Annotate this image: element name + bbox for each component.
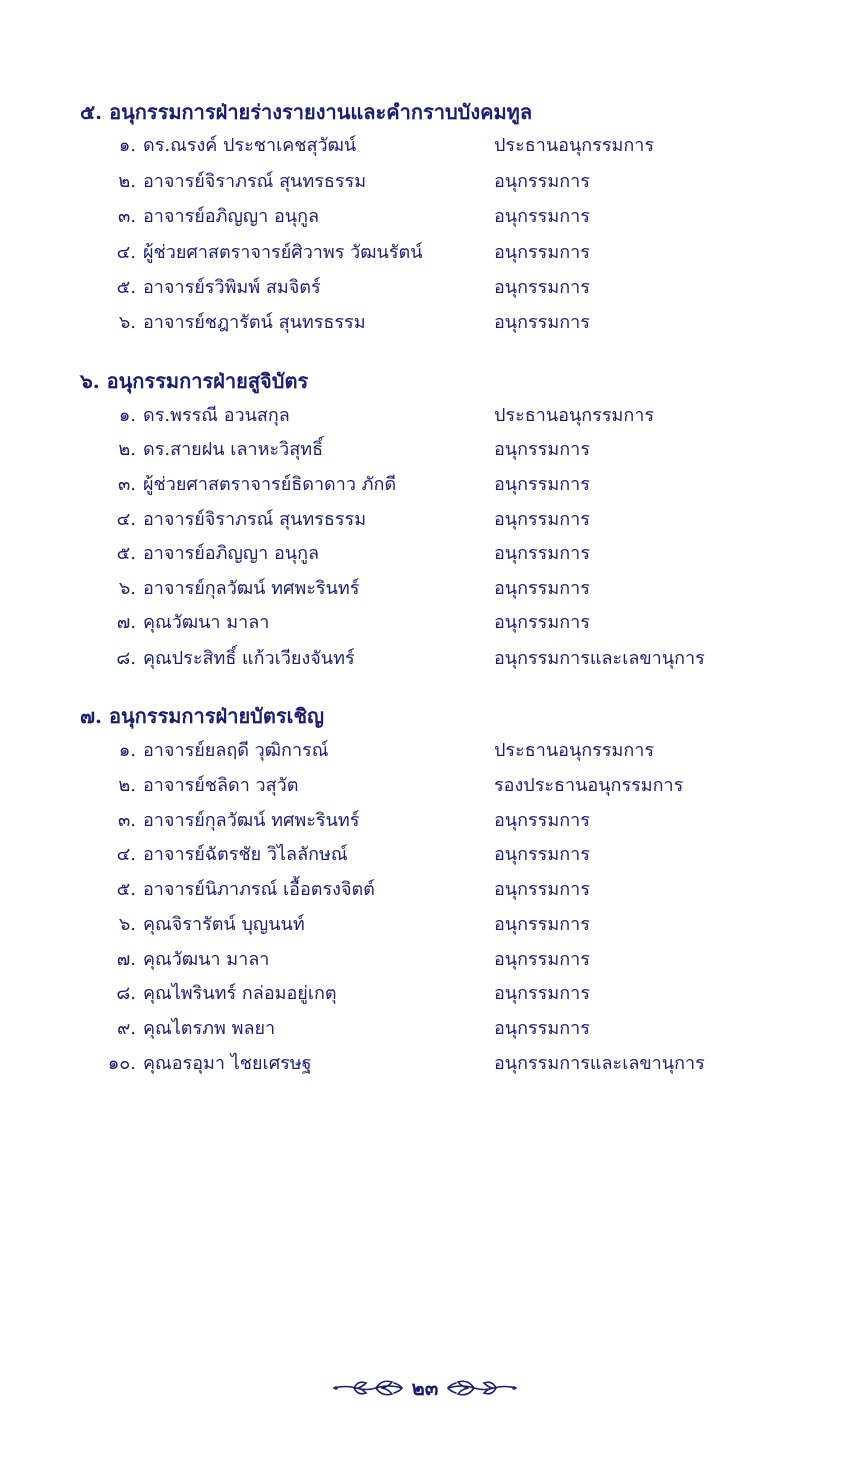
floral-ornament-icon bbox=[332, 1377, 404, 1399]
member-number: ๕. bbox=[116, 879, 136, 900]
member-row bbox=[0, 1048, 850, 1080]
member-row bbox=[0, 874, 850, 906]
member-role: อนุกรรมการ bbox=[494, 543, 590, 564]
member-row bbox=[0, 307, 850, 339]
member-name: คุณวัฒนา มาลา bbox=[143, 949, 270, 970]
member-name: อาจารย์นิภาภรณ์ เอื้อตรงจิตต์ bbox=[143, 879, 375, 900]
member-number: ๗. bbox=[116, 612, 136, 633]
member-row bbox=[0, 130, 850, 162]
member-row bbox=[0, 944, 850, 976]
member-number: ๖. bbox=[118, 914, 136, 935]
member-row bbox=[0, 166, 850, 198]
member-row bbox=[0, 504, 850, 536]
member-role: อนุกรรมการ bbox=[494, 844, 590, 865]
member-number: ๖. bbox=[118, 578, 136, 599]
page-number: ๒๓ bbox=[411, 1376, 439, 1400]
member-number: ๕. bbox=[116, 277, 136, 298]
member-row bbox=[0, 237, 850, 269]
member-number: ๓. bbox=[117, 206, 136, 227]
section-title-5: ๕. อนุกรรมการฝ่ายร่างรายงานและคำกราบบังคมทูล bbox=[80, 100, 533, 124]
member-row bbox=[0, 909, 850, 941]
member-number: ๔. bbox=[116, 242, 136, 263]
member-role: อนุกรรมการ bbox=[494, 242, 590, 263]
member-number: ๑๐. bbox=[107, 1053, 136, 1074]
member-number: ๑. bbox=[118, 740, 136, 761]
member-name: อาจารย์ยลฤดี วุฒิการณ์ bbox=[143, 740, 329, 761]
member-name: คุณจิรารัตน์ บุญนนท์ bbox=[143, 914, 305, 935]
member-role: อนุกรรมการ bbox=[494, 914, 590, 935]
member-number: ๙. bbox=[117, 1018, 136, 1039]
member-name: อาจารย์ชฎารัตน์ สุนทรธรรม bbox=[143, 312, 366, 333]
member-number: ๒. bbox=[118, 439, 136, 460]
member-name: คุณประสิทธิ์ แก้วเวียงจันทร์ bbox=[143, 648, 355, 669]
member-role: รองประธานอนุกรรมการ bbox=[494, 775, 684, 796]
member-row bbox=[0, 272, 850, 304]
member-name: อาจารย์รวิพิมพ์ สมจิตร์ bbox=[143, 277, 321, 298]
member-number: ๕. bbox=[116, 543, 136, 564]
member-role: อนุกรรมการ bbox=[494, 879, 590, 900]
member-name: อาจารย์อภิญญา อนุกูล bbox=[143, 543, 320, 564]
member-name: ผู้ช่วยศาสตราจารย์ศิวาพร วัฒนรัตน์ bbox=[143, 242, 423, 263]
page-footer bbox=[0, 1372, 850, 1404]
member-role: ประธานอนุกรรมการ bbox=[494, 405, 655, 426]
member-name: คุณอรอุมา ไชยเศรษฐ bbox=[143, 1053, 312, 1074]
member-role: อนุกรรมการ bbox=[494, 578, 590, 599]
member-name: อาจารย์จิราภรณ์ สุนทรธรรม bbox=[143, 171, 367, 192]
member-number: ๘. bbox=[116, 648, 136, 669]
member-number: ๓. bbox=[117, 810, 136, 831]
member-name: อาจารย์ชลิดา วสุวัต bbox=[143, 775, 299, 796]
member-row bbox=[0, 573, 850, 605]
member-row bbox=[0, 839, 850, 871]
member-number: ๒. bbox=[118, 171, 136, 192]
member-role: อนุกรรมการ bbox=[494, 612, 590, 633]
member-role: อนุกรรมการ bbox=[494, 171, 590, 192]
member-role: อนุกรรมการและเลขานุการ bbox=[494, 648, 705, 669]
member-number: ๑. bbox=[118, 135, 136, 156]
member-name: คุณไพรินทร์ กล่อมอยู่เกตุ bbox=[143, 983, 337, 1004]
member-number: ๘. bbox=[116, 983, 136, 1004]
member-name: ดร.สายฝน เลาหะวิสุทธิ์ bbox=[143, 439, 324, 460]
floral-ornament-icon bbox=[446, 1377, 518, 1399]
member-name: คุณวัฒนา มาลา bbox=[143, 612, 270, 633]
member-name: คุณไตรภพ พลยา bbox=[143, 1018, 276, 1039]
member-number: ๔. bbox=[116, 509, 136, 530]
member-name: อาจารย์ฉัตรชัย วิไลลักษณ์ bbox=[143, 844, 348, 865]
member-role: อนุกรรมการ bbox=[494, 949, 590, 970]
member-role: ประธานอนุกรรมการ bbox=[494, 135, 655, 156]
section-title-6: ๖. อนุกรรมการฝ่ายสูจิบัตร bbox=[80, 369, 309, 393]
member-row bbox=[0, 770, 850, 802]
member-role: อนุกรรมการ bbox=[494, 810, 590, 831]
member-name: ผู้ช่วยศาสตราจารย์ธิดาดาว ภักดี bbox=[143, 474, 397, 495]
member-number: ๖. bbox=[118, 312, 136, 333]
member-number: ๗. bbox=[116, 949, 136, 970]
member-row bbox=[0, 400, 850, 432]
member-row bbox=[0, 469, 850, 501]
member-number: ๓. bbox=[117, 474, 136, 495]
member-role: อนุกรรมการ bbox=[494, 206, 590, 227]
member-name: อาจารย์อภิญญา อนุกูล bbox=[143, 206, 320, 227]
member-row bbox=[0, 1013, 850, 1045]
member-role: อนุกรรมการ bbox=[494, 474, 590, 495]
member-role: อนุกรรมการ bbox=[494, 312, 590, 333]
member-role: อนุกรรมการ bbox=[494, 509, 590, 530]
member-role: ประธานอนุกรรมการ bbox=[494, 740, 655, 761]
member-row bbox=[0, 735, 850, 767]
section-title-7: ๗. อนุกรรมการฝ่ายบัตรเชิญ bbox=[80, 704, 325, 728]
member-row bbox=[0, 643, 850, 675]
member-row bbox=[0, 978, 850, 1010]
member-number: ๑. bbox=[118, 405, 136, 426]
member-row bbox=[0, 607, 850, 639]
member-role: อนุกรรมการ bbox=[494, 439, 590, 460]
member-name: อาจารย์จิราภรณ์ สุนทรธรรม bbox=[143, 509, 367, 530]
member-name: อาจารย์กุลวัฒน์ ทศพะรินทร์ bbox=[143, 810, 360, 831]
member-name: ดร.พรรณี อวนสกุล bbox=[143, 405, 290, 426]
member-number: ๒. bbox=[118, 775, 136, 796]
member-role: อนุกรรมการ bbox=[494, 983, 590, 1004]
member-row bbox=[0, 434, 850, 466]
member-name: อาจารย์กุลวัฒน์ ทศพะรินทร์ bbox=[143, 578, 360, 599]
member-role: อนุกรรมการและเลขานุการ bbox=[494, 1053, 705, 1074]
member-name: ดร.ณรงค์ ประชาเคชสุวัฒน์ bbox=[143, 135, 357, 156]
member-role: อนุกรรมการ bbox=[494, 277, 590, 298]
member-row bbox=[0, 538, 850, 570]
member-number: ๔. bbox=[116, 844, 136, 865]
member-row bbox=[0, 805, 850, 837]
member-role: อนุกรรมการ bbox=[494, 1018, 590, 1039]
member-row bbox=[0, 201, 850, 233]
